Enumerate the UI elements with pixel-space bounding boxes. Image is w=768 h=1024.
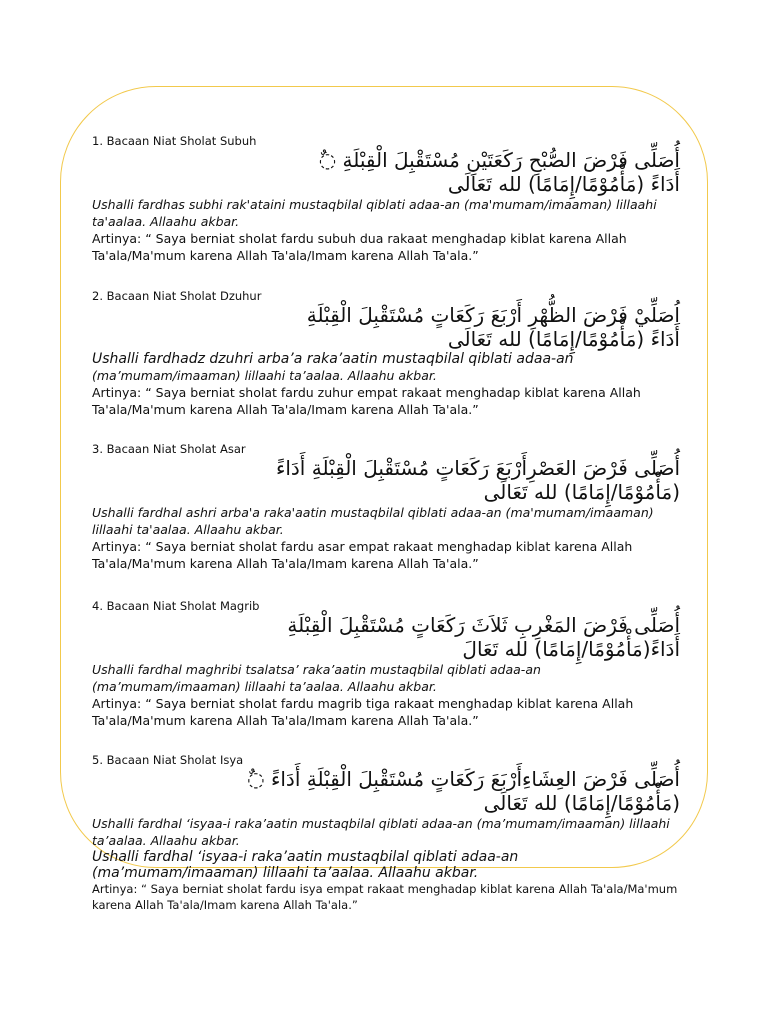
latin-transliteration: Ushalli fardhal ‘isyaa-i raka’aatin mustaqbilal qiblati adaa-an (ma’mumam/imaaman) lillaahi ta’aalaa. Allaahu akbar. [92, 816, 670, 848]
arabic-text-line-2: أَدَاءً(مَأْمُوْمًا/إِمَامًا) لله تَعَالَ [462, 637, 680, 661]
latin-transliteration: Ushalli fardhal maghribi tsalatsa’ raka’aatin mustaqbilal qiblati adaa-an (ma’mumam/imaaman) lillaahi ta’aalaa. Allaahu akbar. [92, 662, 541, 694]
translation-text: Artinya: “ Saya berniat sholat fardu zuhur empat rakaat menghadap kiblat karena Allah Ta'ala/Ma'mum karena Allah Ta'ala/Imam karena Allah Ta'ala.” [92, 385, 641, 417]
latin-transliteration: Ushalli fardhal ashri arba'a raka'aatin mustaqbilal qiblati adaa-an (ma'mumam/imaaman) lillaahi ta'aalaa. Allaahu akbar. [92, 505, 654, 537]
section-title: 4. Bacaan Niat Sholat Magrib [92, 599, 260, 613]
section-title: 5. Bacaan Niat Sholat Isya [92, 753, 244, 767]
arabic-text-line-2: (مَأْمُوْمًا/إِمَامًا) لله تَعَالَى [483, 791, 680, 815]
arabic-text-line-1: اُصَلِّيْ فَرْضَ الظُّهْرِ أَرْبَعَ رَكَعَاتٍ مُسْتَقْبِلَ الْقِبْلَةِ [306, 303, 680, 327]
translation-text: Artinya: “ Saya berniat sholat fardu subuh dua rakaat menghadap kiblat karena Allah Ta'ala/Ma'mum karena Allah Ta'ala/Imam karena Allah Ta'ala.” [92, 231, 627, 263]
section-subuh [92, 134, 680, 264]
section-magrib [92, 599, 680, 729]
latin-transliteration-cont [92, 367, 680, 384]
section-dzuhur [92, 289, 680, 418]
arabic-text-line-1: أُصَلِّى فَرْضَ الصُّبْحِ رَكَعَتَيْنِ مُسْتَقْبِلَ الْقِبْلَةِ ◌ٌ [318, 148, 680, 172]
section-title: 2. Bacaan Niat Sholat Dzuhur [92, 289, 262, 303]
translation-text: Artinya: “ Saya berniat sholat fardu isya empat rakaat menghadap kiblat karena Allah Ta'ala/Ma'mum karena Allah Ta'ala/Imam karena Allah Ta'ala.” [92, 882, 678, 912]
translation-text: Artinya: “ Saya berniat sholat fardu asar empat rakaat menghadap kiblat karena Allah Ta'ala/Ma'mum karena Allah Ta'ala/Imam karena Allah Ta'ala.” [92, 539, 633, 571]
section-title: 1. Bacaan Niat Sholat Subuh [92, 134, 257, 148]
arabic-text-line-2: (مَأْمُوْمًا/إِمَامًا) لله تَعَالَى [483, 480, 680, 504]
latin-transliteration-tail: (ma’mumam/imaaman) lillaahi ta’aalaa. Allaahu akbar. [92, 368, 437, 383]
arabic-text-line-2: أَدَاءً (مَأْمُوْمًا/إِمَامًا) لله تَعَالَى [447, 327, 680, 351]
latin-transliteration: Ushalli fardhadz dzuhri arba’a raka’aatin mustaqbilal qiblati adaa-an [92, 351, 574, 367]
latin-transliteration: Ushalli fardhas subhi rak'ataini mustaqbilal qiblati adaa-an (ma'mumam/imaaman) lillaahi ta'aalaa. Allaahu akbar. [92, 197, 657, 229]
arabic-text-line-2: أَدَاءً (مَأْمُوْمًا/إِمَامًا) لله تَعَالَى [447, 172, 680, 196]
arabic-text-line-1: أُصَلِّى فَرْضَ المَغْرِبِ ثَلاَثَ رَكَعَاتٍ مُسْتَقْبِلَ الْقِبْلَةِ [287, 613, 680, 637]
section-asar [92, 442, 680, 572]
arabic-text-line-1: أُصَلِّى فَرْضَ العِشَاءِأَرْبَعَ رَكَعَاتٍ مُسْتَقْبِلَ الْقِبْلَةِ أَدَاءً ◌ٌ [247, 767, 680, 791]
arabic-text-line-1: أُصَلِّى فَرْضَ العَصْرِأَرْبَعَ رَكَعَاتٍ مُسْتَقْبِلَ الْقِبْلَةِ أَدَاءً [275, 456, 680, 480]
latin-transliteration-repeat: Ushalli fardhal ‘isyaa-i raka’aatin mustaqbilal qiblati adaa-an (ma’mumam/imaaman) lillaahi ta’aalaa. Allaahu akbar. [92, 849, 519, 881]
translation-text: Artinya: “ Saya berniat sholat fardu magrib tiga rakaat menghadap kiblat karena Allah Ta'ala/Ma'mum karena Allah Ta'ala/Imam karena Allah Ta'ala.” [92, 696, 634, 728]
section-title: 3. Bacaan Niat Sholat Asar [92, 442, 246, 456]
section-isya [92, 753, 680, 913]
